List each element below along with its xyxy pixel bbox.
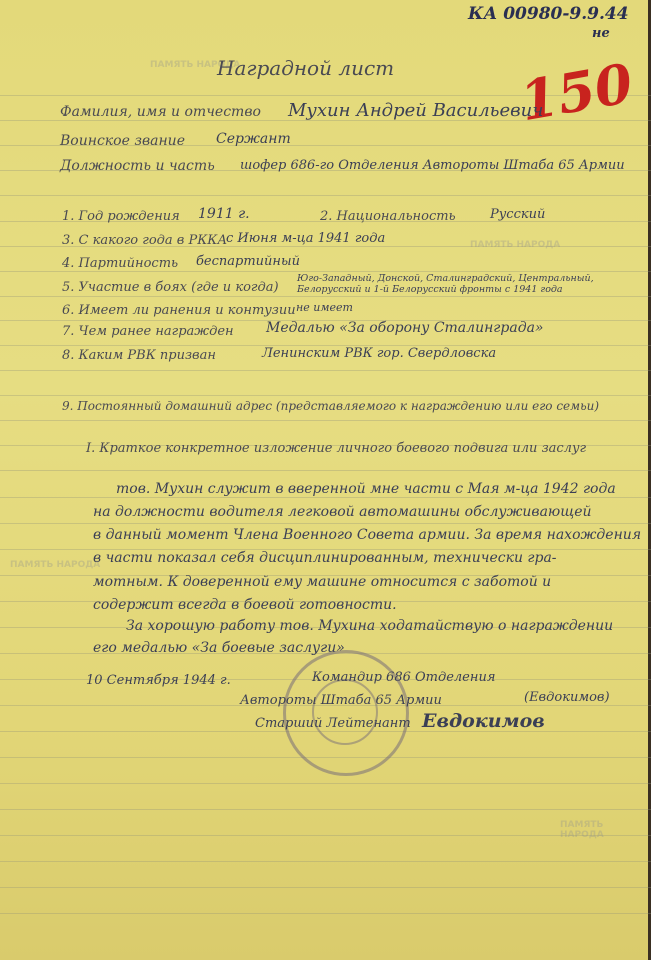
name-value: Мухин Андрей Васильевич [288, 100, 544, 121]
item-label: 5. Участие в боях (где и когда) [62, 280, 279, 295]
item-value: беспартийный [196, 254, 300, 269]
archive-subnote: не [592, 26, 610, 41]
narrative-line: на должности водителя легковой автомашины обслуживающей [93, 504, 592, 520]
name-label: Фамилия, имя и отчество [60, 104, 261, 120]
position-label: Должность и часть [60, 158, 215, 174]
item-label: 7. Чем ранее награжден [62, 324, 234, 339]
red-number: 150 [515, 50, 638, 134]
narrative-line: содержит всегда в боевой готовности. [93, 597, 397, 613]
item-label: 6. Имеет ли ранения и контузии [62, 303, 296, 318]
rank-label: Воинское звание [60, 133, 185, 149]
item-label: 1. Год рождения [62, 209, 180, 224]
watermark: ПАМЯТЬ НАРОДА [150, 60, 241, 70]
item-value: 1911 г. [198, 206, 250, 222]
narrative-line: его медалью «За боевые заслуги» [93, 640, 345, 656]
document-title: Наградной лист [217, 56, 395, 80]
item-value: Русский [490, 207, 546, 222]
narrative-line: мотным. К доверенной ему машине относится с заботой и [93, 574, 552, 590]
unit-seal [283, 650, 409, 776]
narrative-line: в части показал себя дисциплинированным, технически гра- [93, 550, 557, 566]
item-label: 8. Каким РВК призван [62, 348, 216, 363]
watermark: ПАМЯТЬ НАРОДА [470, 240, 561, 250]
watermark: ПАМЯТЬ НАРОДА [560, 820, 604, 840]
item-value: не имеет [296, 301, 353, 314]
watermark: ПАМЯТЬ НАРОДА [10, 560, 101, 570]
item-label: 3. С какого года в РККА [62, 233, 228, 248]
narrative-line: тов. Мухин служит в вверенной мне части с Мая м-ца 1942 года [116, 481, 616, 497]
section-title: I. Краткое конкретное изложение личного боевого подвига или заслуг [86, 441, 587, 456]
signer-name: (Евдокимов) [524, 690, 610, 705]
item-value: Юго-Западный, Донской, Сталинградский, Центральный, Белорусский и 1-й Белорусский фронты с 1941 года [297, 273, 594, 295]
narrative-line: За хорошую работу тов. Мухина ходатайствую о награждении [126, 618, 614, 634]
item-label: 4. Партийность [62, 256, 179, 271]
rank-value: Сержант [216, 131, 291, 147]
position-value: шофер 686-го Отделения Автороты Штаба 65 Армии [240, 158, 625, 173]
item-value: с Июня м-ца 1941 года [226, 231, 386, 246]
archive-number: КА 00980-9.9.44 [468, 4, 629, 24]
signature-date: 10 Сентября 1944 г. [86, 673, 231, 688]
item-label: 2. Национальность [320, 209, 456, 224]
item-value: Медалью «За оборону Сталинграда» [266, 320, 544, 336]
signer-signature: Евдокимов [422, 710, 545, 732]
signature-line: Командир 686 Отделения [312, 670, 496, 685]
signature-line: Старший Лейтенант [255, 716, 411, 731]
signature-line: Автороты Штаба 65 Армии [240, 693, 442, 708]
item-label: 9. Постоянный домашний адрес (представляемого к награждению или его семьи) [62, 399, 600, 413]
narrative-line: в данный момент Члена Военного Совета армии. За время нахождения [93, 527, 642, 543]
item-value: Ленинским РВК гор. Свердловска [262, 346, 497, 361]
